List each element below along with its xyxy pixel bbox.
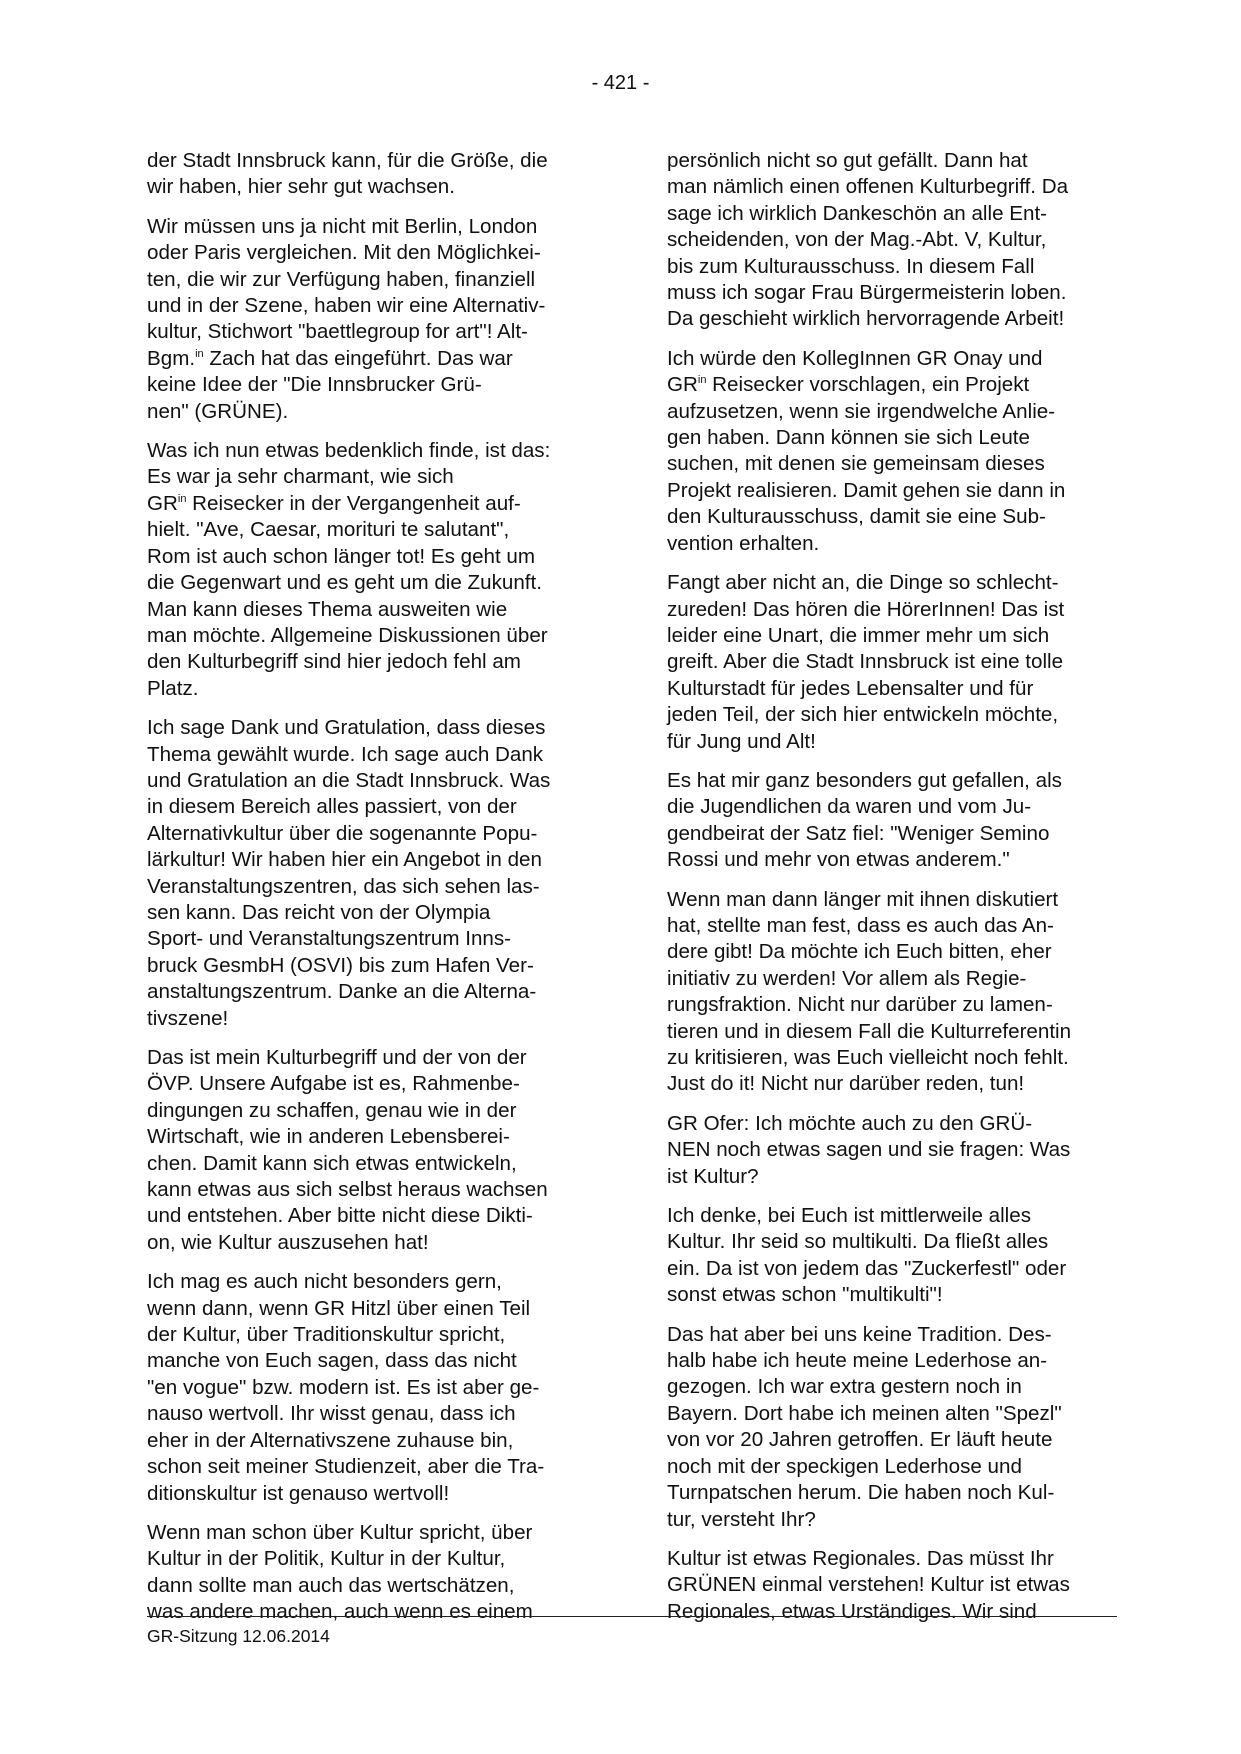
text-line: gezogen. Ich war extra gestern noch in (667, 1375, 1022, 1399)
text-line: Das ist mein Kulturbegriff und der von der (147, 1046, 527, 1069)
paragraph (147, 1269, 597, 1507)
text-line: nen" (GRÜNE). (147, 399, 289, 423)
text-line: kann etwas aus sich selbst heraus wachsen (147, 1178, 548, 1202)
paragraph (667, 887, 1117, 1098)
text-line: ten, die wir zur Verfügung haben, finanziell (147, 267, 536, 291)
text-line: tieren und in diesem Fall die Kulturreferentin (667, 1019, 1072, 1043)
text-line: Kulturstadt für jedes Lebensalter und für (667, 676, 1034, 700)
text-line: Wenn man schon über Kultur spricht, über (147, 1520, 533, 1544)
text-line: zureden! Das hören die HörerInnen! Das ist (667, 597, 1065, 621)
text-line: man nämlich einen offenen Kulturbegriff. Da (667, 175, 1069, 199)
text-line: schon seit meiner Studienzeit, aber die Tra- (147, 1455, 545, 1479)
text-line: Platz. (147, 676, 199, 700)
text-line: Man kann dieses Thema ausweiten wie (147, 597, 508, 621)
text-line: Rom ist auch schon länger tot! Es geht um (147, 544, 536, 568)
paragraph (667, 1203, 1117, 1309)
text-line: Da geschieht wirklich hervorragende Arbeit! (667, 307, 1065, 331)
text-line: NEN noch etwas sagen und sie fragen: Was (667, 1138, 1071, 1162)
text-line: Kultur in der Politik, Kultur in der Kultur, (147, 1547, 506, 1571)
text-line: Turnpatschen herum. Die haben noch Kul- (667, 1481, 1055, 1505)
paragraph (667, 346, 1117, 557)
text-line: Ich mag es auch nicht besonders gern, (147, 1270, 502, 1294)
text-line: Das hat aber bei uns keine Tradition. Des- (667, 1322, 1052, 1346)
paragraph (147, 715, 597, 1032)
text-line: chen. Damit kann sich etwas entwickeln, (147, 1151, 517, 1175)
paragraph (667, 148, 1117, 333)
paragraph (667, 1111, 1117, 1190)
text-line: und Gratulation an die Stadt Innsbruck. Was (147, 768, 551, 792)
text-line: Es war ja sehr charmant, wie sich (147, 465, 454, 489)
text-line: in diesem Bereich alles passiert, von der (147, 795, 517, 819)
text-line: muss ich sogar Frau Bürgermeisterin loben. (667, 281, 1067, 305)
text-line: Fangt aber nicht an, die Dinge so schlecht- (667, 571, 1059, 595)
text-line: manche von Euch sagen, dass das nicht (147, 1349, 517, 1373)
text-line: Thema gewählt wurde. Ich sage auch Dank (147, 742, 544, 766)
text-line: halb habe ich heute meine Lederhose an- (667, 1349, 1048, 1373)
text-line: den Kulturbegriff sind hier jedoch fehl am (147, 650, 521, 674)
paragraph (147, 1520, 597, 1626)
text-line: jeden Teil, der sich hier entwickeln möchte, (667, 703, 1059, 727)
text-line: sen kann. Das reicht von der Olympia (147, 900, 491, 924)
text-line: Kultur. Ihr seid so multikulti. Da fließt alles (667, 1230, 1049, 1254)
text-line: den Kulturausschuss, damit sie eine Sub- (667, 505, 1046, 529)
text-line: was andere machen, auch wenn es einem (147, 1600, 533, 1624)
footer-divider (147, 1616, 1117, 1617)
text-line: Ich denke, bei Euch ist mittlerweile alles (667, 1204, 1031, 1228)
text-line: dere gibt! Da möchte ich Euch bitten, eher (667, 940, 1052, 964)
text-line: persönlich nicht so gut gefällt. Dann hat (667, 149, 1028, 172)
text-line: Alternativkultur über die sogenannte Popu- (147, 821, 538, 845)
text-line: sonst etwas schon "multikulti"! (667, 1283, 943, 1307)
text-line: Wenn man dann länger mit ihnen diskutiert (667, 887, 1059, 911)
paragraph (667, 1322, 1117, 1533)
page-number: - 421 - (591, 72, 650, 94)
text-line: scheidenden, von der Mag.-Abt. V, Kultur, (667, 228, 1047, 252)
text-line: keine Idee der "Die Innsbrucker Grü- (147, 373, 482, 397)
text-line: ditionskultur ist genauso wertvoll! (147, 1481, 450, 1505)
text-line: "en vogue" bzw. modern ist. Es ist aber ge- (147, 1375, 540, 1399)
text-line: Sport- und Veranstaltungszentrum Inns- (147, 927, 512, 951)
text-line: Was ich nun etwas bedenklich finde, ist das: (147, 439, 551, 463)
text-line: hat, stellte man fest, dass es auch das An- (667, 913, 1054, 937)
text-line: anstaltungszentrum. Danke an die Alterna- (147, 980, 537, 1004)
text-line: dann sollte man auch das wertschätzen, (147, 1573, 515, 1597)
text-line: man möchte. Allgemeine Diskussionen über (147, 623, 548, 647)
text-line: tur, versteht Ihr? (667, 1507, 816, 1531)
text-line: nauso wertvoll. Ihr wisst genau, dass ich (147, 1402, 516, 1426)
text-line: Bayern. Dort habe ich meinen alten "Spezl" (667, 1401, 1062, 1425)
text-line: zu kritisieren, was Euch vielleicht noch fehlt. (667, 1046, 1069, 1069)
text-line: ist Kultur? (667, 1164, 759, 1188)
text-line: greift. Aber die Stadt Innsbruck ist eine tolle (667, 650, 1064, 674)
text-line: initiativ zu werden! Vor allem als Regie- (667, 966, 1027, 990)
text-line: von vor 20 Jahren getroffen. Er läuft heute (667, 1428, 1053, 1452)
paragraph (147, 214, 597, 425)
text-line: on, wie Kultur auszusehen hat! (147, 1230, 429, 1254)
text-line: leider eine Unart, die immer mehr um sich (667, 623, 1050, 647)
text-line: Wirtschaft, wie in anderen Lebensberei- (147, 1125, 510, 1149)
text-line: hielt. "Ave, Caesar, morituri te salutant", (147, 518, 510, 542)
text-line: aufzusetzen, wenn sie irgendwelche Anlie- (667, 399, 1056, 423)
text-line: bruck GesmbH (OSVI) bis zum Hafen Ver- (147, 953, 534, 977)
paragraph (147, 1045, 597, 1256)
text-line: der Kultur, über Traditionskultur spricht, (147, 1323, 506, 1347)
text-column-left (147, 148, 597, 1639)
text-line: ein. Da ist von jedem das "Zuckerfestl" oder (667, 1256, 1067, 1280)
text-line: Bgm.$^{in}$ Zach hat das eingeführt. Das war (147, 346, 513, 370)
text-line: Ich würde den KollegInnen GR Onay und (667, 346, 1043, 370)
text-line: Rossi und mehr von etwas anderem." (667, 848, 1010, 872)
text-line: Regionales, etwas Urständiges. Wir sind (667, 1599, 1037, 1623)
text-line: gen haben. Dann können sie sich Leute (667, 426, 1030, 450)
text-line: Veranstaltungszentren, das sich sehen las- (147, 874, 540, 898)
text-line: die Gegenwart und es geht um die Zukunft. (147, 571, 542, 595)
text-line: $GR^{in}$ Reisecker in der Vergangenheit auf- (147, 491, 521, 515)
text-line: Kultur ist etwas Regionales. Das müsst Ihr (667, 1546, 1054, 1570)
text-line: tivszene! (147, 1006, 229, 1030)
text-line: kultur, Stichwort "baettlegroup for art"! Alt- (147, 320, 528, 344)
paragraph (667, 768, 1117, 874)
text-line: wenn dann, wenn GR Hitzl über einen Teil (147, 1296, 531, 1320)
text-line: und in der Szene, haben wir eine Alternativ- (147, 294, 546, 318)
paragraph (147, 148, 597, 201)
text-line: und entstehen. Aber bitte nicht diese Dikti- (147, 1204, 533, 1228)
paragraph (667, 570, 1117, 755)
text-line: oder Paris vergleichen. Mit den Möglichkei- (147, 241, 541, 265)
text-line: vention erhalten. (667, 531, 820, 555)
text-line: rungsfraktion. Nicht nur darüber zu lamen- (667, 993, 1053, 1017)
text-line: gendbeirat der Satz fiel: "Weniger Semino (667, 821, 1050, 845)
text-line: eher in der Alternativszene zuhause bin, (147, 1428, 514, 1452)
text-line: GRÜNEN einmal verstehen! Kultur ist etwas (667, 1573, 1070, 1597)
text-line: Es hat mir ganz besonders gut gefallen, als (667, 768, 1062, 792)
paragraph (667, 1546, 1117, 1625)
text-line: Wir müssen uns ja nicht mit Berlin, London (147, 214, 538, 238)
text-line: lärkultur! Wir haben hier ein Angebot in den (147, 848, 542, 872)
text-line: Ich sage Dank und Gratulation, dass dieses (147, 716, 546, 740)
footer-session-date: GR-Sitzung 12.06.2014 (147, 1626, 330, 1646)
text-line: die Jugendlichen da waren und vom Ju- (667, 795, 1032, 819)
text-line: wir haben, hier sehr gut wachsen. (147, 175, 455, 199)
text-line: suchen, mit denen sie gemeinsam dieses (667, 452, 1045, 476)
text-line: sage ich wirklich Dankeschön an alle Ent- (667, 201, 1048, 225)
text-line: der Stadt Innsbruck kann, für die Größe, die (147, 149, 548, 172)
text-line: Projekt realisieren. Damit gehen sie dann in (667, 478, 1066, 502)
text-line: Just do it! Nicht nur darüber reden, tun! (667, 1072, 1025, 1096)
text-line: bis zum Kulturausschuss. In diesem Fall (667, 254, 1035, 278)
text-line: noch mit der speckigen Lederhose und (667, 1454, 1022, 1478)
text-column-right (667, 148, 1117, 1638)
text-line: für Jung und Alt! (667, 729, 816, 753)
text-line: dingungen zu schaffen, genau wie in der (147, 1098, 517, 1122)
text-line: GR Ofer: Ich möchte auch zu den GRÜ- (667, 1111, 1033, 1135)
text-line: ÖVP. Unsere Aufgabe ist es, Rahmenbe- (147, 1072, 520, 1096)
paragraph (147, 438, 597, 702)
text-line: $GR^{in}$ Reisecker vorschlagen, ein Projekt (667, 373, 1030, 397)
